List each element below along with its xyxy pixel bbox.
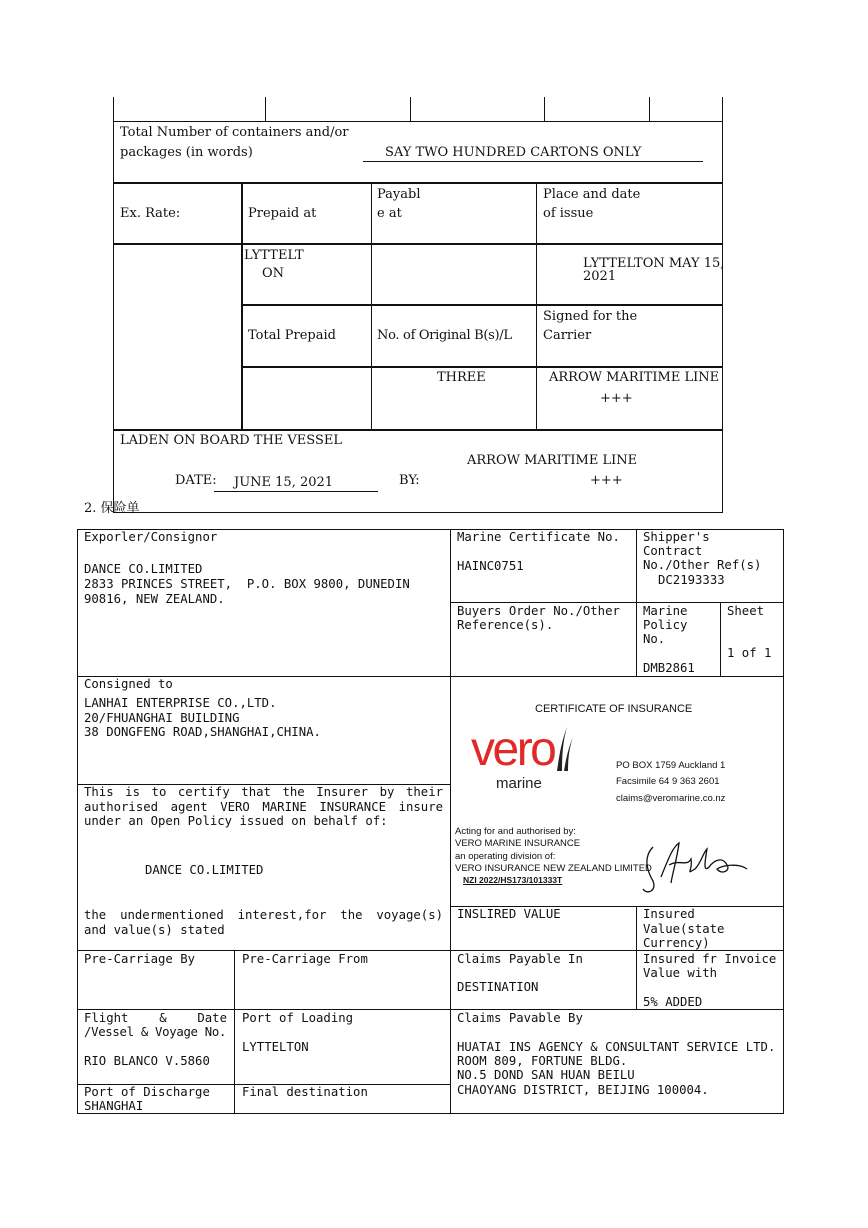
insured-for-label: Insured fr Invoice — [643, 952, 777, 966]
date-label: DATE: — [175, 473, 217, 488]
claims-agent-address-2: NO.5 DOND SAN HUAN BEILU — [457, 1068, 635, 1082]
cert-acting-5: NZI 2022/HS173/101333T — [463, 875, 563, 885]
pre-carriage-from-label: Pre-Carriage From — [242, 952, 368, 966]
shipper-ref-label-3: No./Other Ref(s) — [643, 558, 762, 572]
place-date-label: Place and date — [543, 187, 641, 202]
flight-vessel-label: Flight & Date — [84, 1011, 227, 1025]
policy-no-label-3: No. — [643, 632, 666, 646]
flight-vessel-label-2: /Vessel & Voyage No. — [84, 1025, 227, 1039]
shipper-ref-label: Shipper's — [643, 530, 710, 544]
total-prepaid-label: Total Prepaid — [248, 328, 336, 343]
payable-at-label-2: e at — [377, 206, 402, 221]
date-value: JUNE 15, 2021 — [234, 475, 334, 490]
consignee-address: 20/FHUANGHAI BUILDING — [84, 711, 240, 725]
laden-mark: +++ — [590, 473, 623, 488]
insured-value-state-2: Value(state — [643, 922, 725, 936]
cert-email: claims@veromarine.co.nz — [616, 793, 726, 804]
laden-label: LADEN ON BOARD THE VESSEL — [120, 433, 343, 448]
certificate-title: CERTIFICATE OF INSURANCE — [535, 703, 693, 715]
exporter-name: DANCE CO.LIMITED — [84, 562, 203, 576]
consigned-label: Consigned to — [84, 677, 173, 691]
certificate-of-insurance-image — [451, 677, 783, 906]
cert-acting-3: an operating division of: — [455, 851, 556, 862]
final-destination-label: Final destination — [242, 1085, 368, 1099]
signed-for-label: Signed for the — [543, 309, 638, 324]
vessel-value: RIO BLANCO V.5860 — [84, 1054, 210, 1068]
cert-acting-2: VERO MARINE INSURANCE — [455, 838, 581, 849]
signature — [639, 835, 751, 897]
cert-fax: Facsimile 64 9 363 2601 — [616, 776, 720, 787]
consignee-address-2: 38 DONGFENG ROAD,SHANGHAI,CHINA. — [84, 725, 321, 739]
insured-value-state: Insured — [643, 907, 695, 921]
sheet-label: Sheet — [727, 604, 765, 618]
insured-value-state-3: Currency) — [643, 936, 710, 950]
total-packages-value: SAY TWO HUNDRED CARTONS ONLY — [385, 145, 642, 160]
no-original-label: No. of Original B(s)/L — [377, 328, 512, 343]
by-label: BY: — [399, 473, 420, 488]
insured-for-label-2: Value with — [643, 966, 718, 980]
total-packages-label: Total Number of containers and/or — [120, 125, 349, 140]
claims-agent-address: ROOM 809, FORTUNE BLDG. — [457, 1054, 628, 1068]
issue-value-2: 2021 — [583, 269, 617, 284]
cert-no-label: Marine Certificate No. — [457, 530, 620, 544]
port-of-loading-value: LYTTELTON — [242, 1040, 309, 1054]
vero-logo-mark — [553, 723, 575, 773]
insured-value-label: INSLIRED VALUE — [457, 907, 561, 921]
claims-agent-name: HUATAI INS AGENCY & CONSULTANT SERVICE LTD. — [457, 1040, 776, 1054]
ex-rate-label: Ex. Rate: — [120, 206, 181, 221]
vero-logo-word: vero — [471, 723, 555, 776]
certify-text: This is to certify that the Insurer by their authorised agent VERO MARINE INSURANCE insure under an Open Policy issued on behalf of: — [84, 785, 443, 829]
prepaid-at-value-2: ON — [262, 266, 285, 281]
place-date-label-2: of issue — [543, 206, 594, 221]
exporter-address: 2833 PRINCES STREET, P.O. BOX 9800, DUNEDIN — [84, 577, 410, 591]
vero-logo-sub: marine — [496, 775, 542, 792]
section-title: 2. 保险单 — [84, 501, 140, 516]
carrier-name: ARROW MARITIME LINE — [549, 370, 720, 385]
shipper-ref-label-2: Contract — [643, 544, 703, 558]
interest-text: the undermentioned interest,for the voyage(s) and value(s) stated — [84, 908, 443, 937]
port-of-discharge-label: Port of Discharge — [84, 1085, 210, 1099]
laden-carrier: ARROW MARITIME LINE — [467, 453, 638, 468]
original-count: THREE — [437, 370, 486, 385]
cert-no-value: HAINC0751 — [457, 559, 524, 573]
shipper-ref-value: DC2193333 — [658, 573, 725, 587]
prepaid-at-label: Prepaid at — [248, 206, 317, 221]
exporter-address-2: 90816, NEW ZEALAND. — [84, 592, 225, 606]
cert-acting-1: Acting for and authorised by: — [455, 826, 576, 837]
issue-value: LYTTELTON MAY 15, — [583, 256, 725, 271]
certify-name: DANCE CO.LIMITED — [145, 863, 264, 877]
policy-no-value: DMB2861 — [643, 661, 695, 675]
policy-no-label: Marine — [643, 604, 688, 618]
port-of-discharge-value: SHANGHAI — [84, 1099, 144, 1113]
pre-carriage-by-label: Pre-Carriage By — [84, 952, 196, 966]
buyers-order-label-2: Reference(s). — [457, 618, 554, 632]
carrier-mark: +++ — [600, 391, 633, 406]
cert-po-box: PO BOX 1759 Auckland 1 — [616, 760, 726, 771]
exporter-label: Exporler/Consignor — [84, 530, 218, 544]
claims-payable-by-label: Claims Pavable By — [457, 1011, 583, 1025]
payable-at-label: Payabl — [377, 187, 421, 202]
claims-payable-in-label: Claims Payable In — [457, 952, 583, 966]
claims-agent-address-3: CHAOYANG DISTRICT, BEIJING 100004. — [457, 1083, 709, 1097]
total-packages-label-2: packages (in words) — [120, 145, 253, 160]
claims-payable-in-value: DESTINATION — [457, 980, 539, 994]
buyers-order-label: Buyers Order No./Other — [457, 604, 620, 618]
port-of-loading-label: Port of Loading — [242, 1011, 354, 1025]
consignee-name: LANHAI ENTERPRISE CO.,LTD. — [84, 696, 277, 710]
sheet-value: 1 of 1 — [727, 646, 772, 660]
signed-for-label-2: Carrier — [543, 328, 592, 343]
policy-no-label-2: Policy — [643, 618, 688, 632]
insured-for-value: 5% ADDED — [643, 995, 703, 1009]
prepaid-at-value: LYTTELT — [244, 248, 304, 263]
cert-acting-4: VERO INSURANCE NEW ZEALAND LIMITED — [455, 863, 652, 874]
